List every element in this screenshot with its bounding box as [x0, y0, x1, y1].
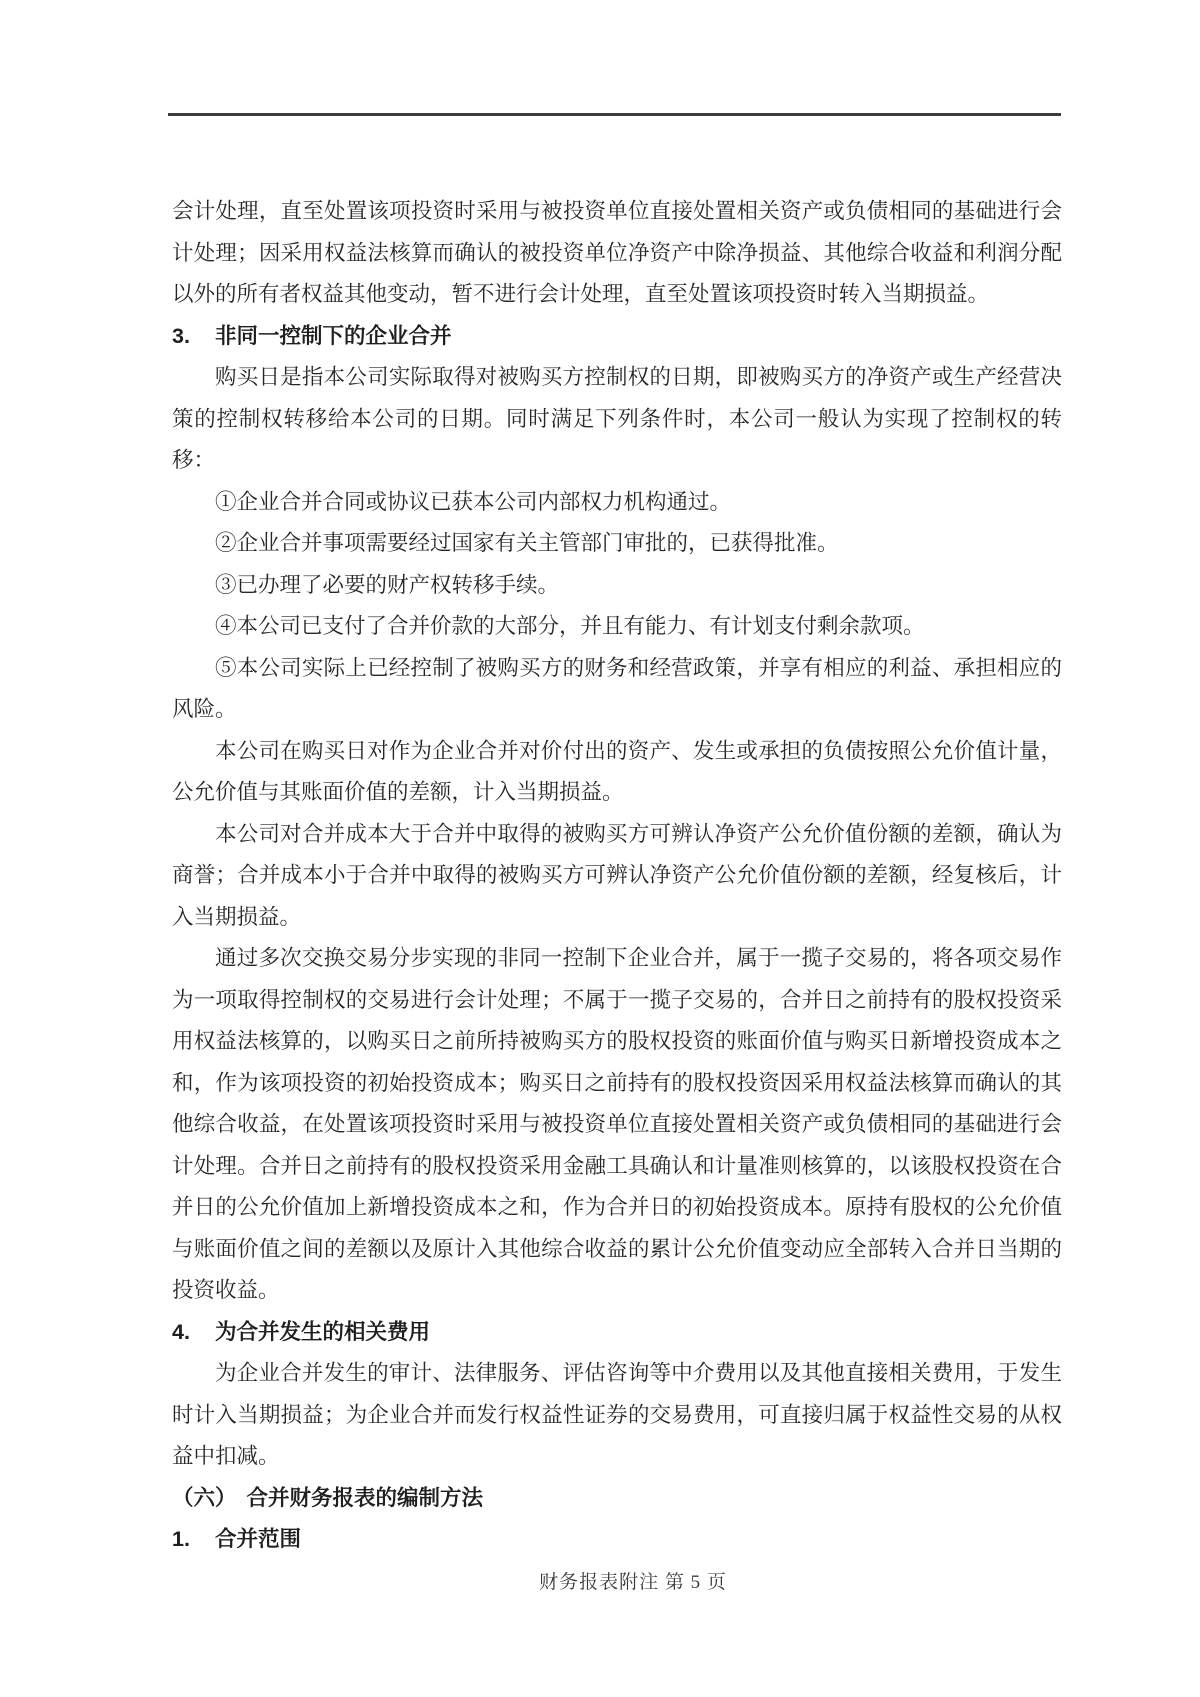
subsection-number: 1. [172, 1527, 190, 1551]
clause-item-4: ④本公司已支付了合并价款的大部分，并且有能力、有计划支付剩余款项。 [215, 614, 925, 638]
body-paragraph: 为企业合并发生的审计、法律服务、评估咨询等中介费用以及其他直接相关费用，于发生时计入当期损益；为企业合并而发行权益性证券的交易费用，可直接归属于权益性交易的从权益中扣减。 [172, 1361, 1062, 1468]
subsection-heading-1 [172, 1519, 1062, 1561]
section-number: 4. [172, 1319, 190, 1344]
header-rule [168, 113, 1061, 116]
body-paragraph: 购买日是指本公司实际取得对被购买方控制权的日期，即被购买方的净资产或生产经营决策的控制权转移给本公司的日期。同时满足下列条件时，本公司一般认为实现了控制权的转移： [172, 365, 1062, 472]
clause-item-2: ②企业合并事项需要经过国家有关主管部门审批的，已获得批准。 [215, 531, 839, 555]
page-footer: 财务报表附注 第 5 页 [539, 1572, 727, 1593]
clause-item-5: ⑤本公司实际上已经控制了被购买方的财务和经营政策，并享有相应的利益、承担相应的风险。 [172, 655, 1062, 721]
section-title: 合并财务报表的编制方法 [246, 1485, 484, 1510]
body-paragraph: 本公司在购买日对作为企业合并对价付出的资产、发生或承担的负债按照公允价值计量，公允价值与其账面价值的差额，计入当期损益。 [172, 738, 1062, 804]
subsection-title: 合并范围 [214, 1527, 301, 1551]
section-title: 为合并发生的相关费用 [214, 1319, 430, 1344]
clause-item-3: ③已办理了必要的财产权转移手续。 [215, 572, 560, 597]
section-number: （六） [172, 1485, 237, 1510]
body-paragraph: 通过多次交换交易分步实现的非同一控制下企业合并，属于一揽子交易的，将各项交易作为一项取得控制权的交易进行会计处理；不属于一揽子交易的，合并日之前持有的股权投资采用权益法核算的，以购买日之前所持被购买方的股权投资的账面价值与购买日新增投资成本之和，作为该项投资的初始投资成本；购买日之前持有的股权投资因采用权益法核算而确认的其他综合收益，在处置该项投资时采用与被投资单位直接处置相关资产或负债相同的基础进行会计处理。合并日之前持有的股权投资采用金融工具确认和计量准则核算的，以该股权投资在合并日的公允价值加上新增投资成本之和，作为合并日的初始投资成本。原持有股权的公允价值与账面价值之间的差额以及原计入其他综合收益的累计公允价值变动应全部转入合并日当期的投资收益。 [172, 946, 1062, 1302]
document-body [172, 191, 1062, 1561]
body-paragraph: 本公司对合并成本大于合并中取得的被购买方可辨认净资产公允价值份额的差额，确认为商誉；合并成本小于合并中取得的被购买方可辨认净资产公允价值份额的差额，经复核后，计入当期损益。 [172, 821, 1062, 929]
section-title: 非同一控制下的企业合并 [214, 323, 452, 348]
section-heading-3 [172, 316, 1062, 358]
clause-item-1: ①企业合并合同或协议已获本公司内部权力机构通过。 [215, 489, 732, 514]
section-number: 3. [172, 323, 190, 348]
intro-paragraph: 会计处理，直至处置该项投资时采用与被投资单位直接处置相关资产或负债相同的基础进行会计处理；因采用权益法核算而确认的被投资单位净资产中除净损益、其他综合收益和利润分配以外的所有者权益其他变动，暂不进行会计处理，直至处置该项投资时转入当期损益。 [172, 199, 1062, 306]
section-heading-4 [172, 1312, 1062, 1354]
section-heading-6 [172, 1478, 1062, 1520]
